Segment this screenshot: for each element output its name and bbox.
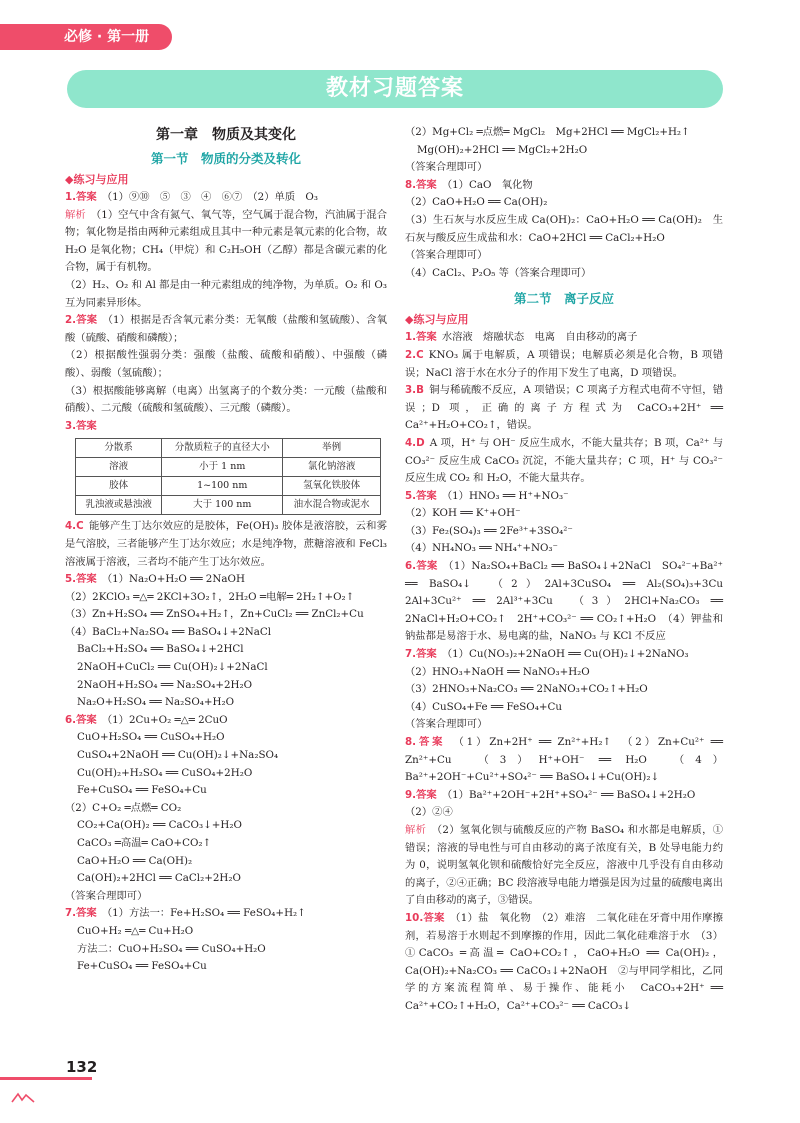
answer-list	[65, 518, 387, 975]
answer-line	[65, 905, 387, 923]
answer-number: 6.答案	[405, 560, 438, 573]
page-number: 132	[66, 1058, 98, 1076]
answer-text: （2）氢氧化钡与硫酸反应的产物 BaSO₄ 和水都是电解质，①错误；溶液的导电性与可自由移动的离子浓度有关，B 处导电能力约为 0，说明氢氧化钡和硫酸恰好完全反应，溶液中几乎没有自由移动的离子，②④正确；BC 段溶液导电能力增强是因为过量的硫酸电离出了自由移动的离子，③错误。	[405, 823, 724, 907]
table-row	[76, 477, 381, 496]
answer-text: （1）⑨⑩ ⑤ ③ ④ ⑥⑦ （2）单质 O₃	[101, 191, 318, 203]
answer-line	[65, 782, 387, 800]
answer-text: Na₂O+H₂SO₄ ══ Na₂SO₄+H₂O	[77, 696, 235, 709]
answer-list	[405, 124, 723, 282]
answer-line	[405, 804, 723, 822]
answer-line	[65, 189, 387, 207]
answer-line	[65, 765, 387, 783]
answer-line	[405, 716, 723, 734]
answer-number: 3.B	[405, 384, 424, 397]
answer-line	[65, 606, 387, 624]
table-cell: 小于 1 nm	[162, 458, 283, 477]
publisher-logo-icon	[10, 1092, 36, 1104]
answer-line	[405, 558, 734, 646]
answer-text: （3）根据酸能够离解（电离）出氢离子的个数分类：一元酸（盐酸和硝酸）、二元酸（硫酸和氢硫酸）、三元酸（磷酸）。	[65, 384, 387, 415]
answer-line	[405, 646, 723, 664]
answer-line	[405, 734, 723, 787]
answer-text: （2）HNO₃+NaOH ══ NaNO₃+H₂O	[405, 665, 590, 678]
answer-text: BaCl₂+H₂SO₄ ══ BaSO₄↓+2HCl	[77, 643, 244, 656]
answer-text: （2）KOH ══ K⁺+OH⁻	[405, 507, 521, 520]
answer-line	[65, 418, 387, 436]
answer-text: Cu(OH)₂+H₂SO₄ ══ CuSO₄+2H₂O	[77, 766, 253, 779]
answer-line	[65, 677, 387, 695]
answer-number: 7.答案	[65, 907, 97, 920]
answer-text: （1）CaO 氧化物	[441, 178, 533, 191]
table-cell: 大于 100 nm	[162, 496, 283, 515]
answer-text: A 项，H⁺ 与 OH⁻ 反应生成水，不能大量共存；B 项，Ca²⁺ 与 CO₃²⁻ 反应生成 CaCO₃ 沉淀，不能大量共存；C 项，H⁺ 与 CO₃²⁻ 反应生成 CO₂ 和 H₂O，不能大量共存。	[405, 436, 723, 485]
answer-line	[405, 247, 723, 265]
answer-number: 6.答案	[65, 713, 97, 726]
answer-text: （4）CuSO₄+Fe ══ FeSO₄+Cu	[405, 700, 562, 713]
answer-line	[65, 207, 387, 277]
answer-line	[65, 347, 387, 382]
answer-number: 8.答案	[405, 736, 446, 748]
practice-heading: ◆练习与应用	[405, 313, 469, 327]
answer-line	[65, 641, 387, 659]
answer-number: 5.答案	[405, 489, 437, 502]
table-row	[76, 458, 381, 477]
answer-line	[65, 835, 387, 853]
answer-text: （1）Cu(NO₃)₂+2NaOH ══ Cu(OH)₂↓+2NaNO₃	[441, 648, 689, 661]
answer-line	[405, 681, 723, 699]
table-cell: 氯化钠溶液	[283, 458, 381, 477]
answer-text: （4）NH₄NO₃ ══ NH₄⁺+NO₃⁻	[405, 542, 558, 555]
answer-text: （1）方法一：Fe+H₂SO₄ ══ FeSO₄+H₂↑	[101, 907, 306, 920]
answer-text: （3）Zn+H₂SO₄ ══ ZnSO₄+H₂↑，Zn+CuCl₂ ══ ZnCl₂+Cu	[65, 608, 364, 621]
answer-text: （4）BaCl₂+Na₂SO₄ ══ BaSO₄↓+2NaCl	[65, 625, 272, 638]
answer-line	[405, 347, 723, 382]
answer-text: （答案合理即可）	[405, 718, 488, 731]
answer-text: （1）Na₂SO₄+BaCl₂ ══ BaSO₄↓+2NaCl SO₄²⁻+Ba²⁺ ══ BaSO₄↓ （2）2Al+3CuSO₄ ══ Al₂(SO₄)₃+3Cu 2Al+3Cu²⁺ ══ 2Al³⁺+3Cu （3）2HCl+Na₂CO₃ ══ 2NaCl+H₂O+CO₂↑ 2H⁺+CO₃²⁻ ══ CO₂↑+H₂O （4）钾盐和钠盐都是易溶于水、易电离的盐，NaNO₃ 与 KCl 不反应	[405, 560, 734, 643]
answer-text: Fe+CuSO₄ ══ FeSO₄+Cu	[77, 960, 207, 973]
answer-number: 7.答案	[405, 648, 437, 661]
answer-number: 1.答案	[405, 331, 437, 344]
answer-text: （1）Na₂O+H₂O ══ 2NaOH	[101, 573, 245, 586]
practice-heading: ◆练习与应用	[65, 173, 129, 186]
answer-line	[65, 624, 387, 642]
right-column	[405, 124, 734, 1016]
answer-text: （答案合理即可）	[405, 161, 488, 174]
answer-text: （答案合理即可）	[65, 889, 148, 902]
dispersion-table	[75, 438, 381, 515]
analysis-tag: 解析	[65, 208, 86, 221]
answer-line	[405, 435, 723, 488]
answer-text: （3）2HNO₃+Na₂CO₃ ══ 2NaNO₃+CO₂↑+H₂O	[405, 683, 648, 696]
table-cell: 乳浊液或悬浊液	[76, 496, 162, 515]
answer-line	[405, 194, 723, 212]
answer-text: 方法二：CuO+H₂SO₄ ══ CuSO₄+H₂O	[77, 942, 266, 955]
answer-line	[405, 382, 723, 435]
answer-text: （2）2KClO₃ ═△═ 2KCl+3O₂↑，2H₂O ═电解═ 2H₂↑+O₂↑	[65, 590, 355, 603]
answer-list	[65, 189, 387, 435]
answer-line	[65, 941, 387, 959]
answer-line	[405, 787, 723, 805]
answer-text: 能够产生丁达尔效应的是胶体，Fe(OH)₃ 胶体是液溶胶，云和雾是气溶胶，三者能够产生丁达尔效应；水是纯净物，蔗糖溶液和 FeCl₃ 溶液属于溶液，三者均不能产生丁达尔效应。	[65, 520, 387, 568]
answer-number: 8.答案	[405, 178, 437, 191]
answer-line	[405, 329, 723, 347]
answer-number: 2.答案	[65, 314, 98, 327]
answer-text: （3）生石灰与水反应生成 Ca(OH)₂：CaO+H₂O ══ Ca(OH)₂ 生石灰与酸反应生成盐和水：CaO+2HCl ══ CaCl₂+H₂O	[405, 213, 723, 244]
answer-line	[65, 923, 387, 941]
answer-line	[405, 505, 723, 523]
answer-text: CO₂+Ca(OH)₂ ══ CaCO₃↓+H₂O	[77, 819, 242, 832]
table-cell: 1~100 nm	[162, 477, 283, 496]
answer-text: Mg(OH)₂+2HCl ══ MgCl₂+2H₂O	[417, 143, 588, 156]
answer-line	[65, 800, 387, 818]
answer-number: 4.C	[65, 520, 84, 533]
answer-line	[65, 817, 387, 835]
answer-line	[65, 853, 387, 871]
answer-text: CaO+H₂O ══ Ca(OH)₂	[77, 854, 193, 867]
answer-text: 2NaOH+CuCl₂ ══ Cu(OH)₂↓+2NaCl	[77, 661, 268, 674]
answer-text: Fe+CuSO₄ ══ FeSO₄+Cu	[77, 784, 207, 797]
left-column	[65, 124, 387, 976]
answer-text: （1）根据是否含氧元素分类：无氧酸（盐酸和氢硫酸）、含氧酸（硫酸、硝酸和磷酸）；	[65, 314, 387, 344]
answer-text: 水溶液 熔融状态 电离 自由移动的离子	[441, 331, 638, 344]
answer-number: 10.答案	[405, 911, 445, 924]
answer-text: （答案合理即可）	[405, 249, 488, 262]
answer-text: Ca(OH)₂+2HCl ══ CaCl₂+2H₂O	[77, 872, 241, 885]
table-row	[76, 496, 381, 515]
answer-text: （2）H₂、O₂ 和 Al 都是由一种元素组成的纯净物，为单质。O₂ 和 O₃ 互为同素异形体。	[65, 278, 387, 309]
answer-line	[65, 747, 387, 765]
answer-line	[65, 589, 387, 607]
answer-text: （2）CaO+H₂O ══ Ca(OH)₂	[405, 196, 548, 209]
answer-line	[65, 277, 387, 312]
answer-text: （2）Mg+Cl₂ ═点燃═ MgCl₂ Mg+2HCl ══ MgCl₂+H₂↑	[405, 126, 690, 138]
answer-number: 3.答案	[65, 419, 97, 432]
table-header-cell: 举例	[283, 439, 381, 458]
table-cell: 溶液	[76, 458, 162, 477]
answer-line	[65, 659, 387, 677]
book-volume-tab: 必修 · 第一册	[0, 24, 172, 50]
table-cell: 氢氧化铁胶体	[283, 477, 381, 496]
answer-text: CaCO₃ ═高温═ CaO+CO₂↑	[77, 837, 212, 849]
answer-line	[405, 177, 723, 195]
answer-line	[405, 488, 723, 506]
answer-line	[65, 518, 387, 571]
answer-line	[405, 212, 723, 247]
answer-text: 铜与稀硫酸不反应，A 项错误；C 项离子方程式电荷不守恒，错误；D 项，正确的离子方程式为 CaCO₃+2H⁺ ══ Ca²⁺+H₂O+CO₂↑，错误。	[405, 384, 723, 432]
answer-line	[65, 888, 387, 906]
answer-line	[405, 540, 723, 558]
answer-line	[405, 699, 723, 717]
answer-text: （2）②④	[405, 806, 453, 819]
page-number-bar	[0, 1077, 92, 1080]
answer-text: （4）CaCl₂、P₂O₅ 等（答案合理即可）	[405, 266, 592, 279]
answer-text: CuO+H₂ ═△═ Cu+H₂O	[77, 924, 194, 937]
answer-list	[405, 329, 734, 1015]
answer-line	[65, 870, 387, 888]
answer-line	[405, 124, 723, 142]
answer-text: CuSO₄+2NaOH ══ Cu(OH)₂↓+Na₂SO₄	[77, 749, 279, 762]
answer-line	[405, 142, 723, 160]
answer-line	[65, 383, 387, 418]
answer-line	[65, 312, 387, 347]
section-title: 第一节 物质的分类及转化	[150, 151, 301, 166]
answer-text: CuO+H₂SO₄ ══ CuSO₄+H₂O	[77, 731, 225, 744]
answer-text: （2）根据酸性强弱分类：强酸（盐酸、硫酸和硝酸）、中强酸（磷酸）、弱酸（氢硫酸）；	[65, 349, 387, 379]
answer-line	[65, 958, 387, 976]
answer-line	[405, 265, 723, 283]
answer-line	[405, 822, 723, 910]
answer-line	[65, 729, 387, 747]
table-header-cell: 分散质粒子的直径大小	[162, 439, 283, 458]
answer-line	[65, 571, 387, 589]
answer-text: 2NaOH+H₂SO₄ ══ Na₂SO₄+2H₂O	[77, 678, 253, 691]
answer-text: （3）Fe₂(SO₄)₃ ══ 2Fe³⁺+3SO₄²⁻	[405, 524, 573, 537]
page-title-banner: 教材习题答案	[67, 70, 723, 108]
answer-number: 4.D	[405, 436, 425, 449]
answer-text: （1）Ba²⁺+2OH⁻+2H⁺+SO₄²⁻ ══ BaSO₄↓+2H₂O	[441, 788, 696, 801]
section-title: 第二节 离子反应	[513, 291, 614, 307]
answer-text: （1）盐 氧化物 （2）难溶 二氧化硅在牙膏中用作摩擦剂，若易溶于水则起不到摩擦的作用，因此二氧化硅难溶于水 （3）①CaCO₃ ═高温═ CaO+CO₂↑，CaO+H₂O ══ Ca(OH)₂，Ca(OH)₂+Na₂CO₃ ══ CaCO₃↓+2NaOH ②与甲同学相比，乙同学的方案流程简单、易于操作、能耗小 CaCO₃+2H⁺ ══ Ca²⁺+CO₂↑+H₂O，Ca²⁺+CO₃²⁻ ══ CaCO₃↓	[405, 911, 723, 1012]
chapter-title: 第一章 物质及其变化	[156, 127, 296, 143]
table-cell: 油水混合物或泥水	[283, 496, 381, 515]
answer-line	[405, 523, 723, 541]
answer-number: 5.答案	[65, 573, 97, 586]
answer-text: KNO₃ 属于电解质，A 项错误；电解质必须是化合物，B 项错误；NaCl 溶于水在水分子的作用下发生了电离，D 项错误。	[405, 348, 723, 379]
answer-text: （2）C+O₂ ═点燃═ CO₂	[65, 801, 182, 814]
answer-line	[65, 712, 387, 730]
answer-text: （1）Zn+2H⁺ ══ Zn²⁺+H₂↑ （2）Zn+Cu²⁺ ══ Zn²⁺+Cu （3）H⁺+OH⁻ ══ H₂O （4）Ba²⁺+2OH⁻+Cu²⁺+SO₄²⁻ ══ BaSO₄↓+Cu(OH)₂↓	[405, 736, 724, 784]
answer-number: 9.答案	[405, 788, 437, 801]
answer-line	[405, 910, 723, 1016]
answer-line	[405, 159, 723, 177]
table-cell: 胶体	[76, 477, 162, 496]
table-header-cell: 分散系	[76, 439, 162, 458]
answer-text: （1）HNO₃ ══ H⁺+NO₃⁻	[441, 489, 569, 502]
answer-number: 1.答案	[65, 191, 97, 203]
answer-line	[405, 664, 723, 682]
answer-text: （1）2Cu+O₂ ═△═ 2CuO	[101, 713, 228, 726]
answer-line	[65, 694, 387, 712]
answer-text: （1）空气中含有氮气、氧气等，空气属于混合物，汽油属于混合物；氧化物是指由两种元素组成且其中一种元素是氧元素的化合物，故 H₂O 是氧化物；CH₄（甲烷）和 C₂H₅OH（乙醇）都是含碳元素的化合物，属于有机物。	[65, 208, 387, 274]
analysis-tag: 解析	[405, 823, 427, 836]
answer-number: 2.C	[405, 348, 424, 361]
